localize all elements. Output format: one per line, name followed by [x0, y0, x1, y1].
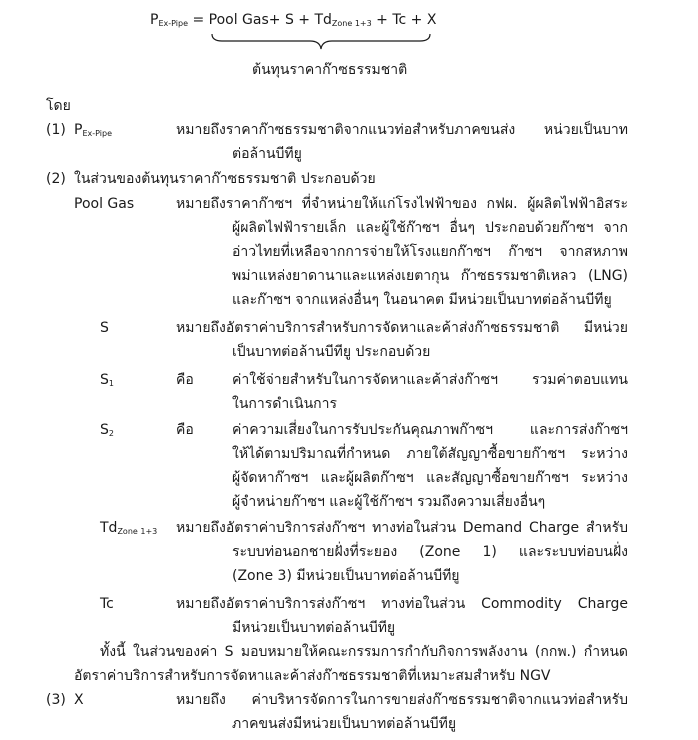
tc-term: Tc — [100, 596, 114, 612]
brace-label: ต้นทุนราคาก๊าซธรรมชาติ — [252, 62, 408, 78]
item-3-term: X — [74, 692, 84, 708]
td-line-2: ระบบท่อนอกชายฝั่งที่ระยอง (Zone 1) และระบบท่อบนฝั่ง — [232, 544, 628, 560]
pool-gas-line-3: อ่าวไทยที่เหลือจากการจ่ายให้โรงแยกก๊าซฯ ก๊าซฯ จากสหภาพ — [232, 244, 628, 260]
s1-term: $S_1$ — [100, 372, 114, 388]
pool-gas-term: Pool Gas — [74, 196, 135, 212]
formula-equals: = — [188, 12, 209, 28]
formula-lhs-subscript: Ex-Pipe — [158, 19, 188, 28]
item-1-number: (1) — [46, 122, 66, 138]
td-line-1: หมายถึงอัตราค่าบริการส่งก๊าซฯ ทางท่อในส่วน Demand Charge สำหรับ — [176, 520, 628, 536]
formula-rhs-part1: Pool Gas+ S + Td — [208, 12, 332, 28]
item-1-line-1: หมายถึงราคาก๊าซธรรมชาติจากแนวท่อสำหรับภาคขนส่ง หน่วยเป็นบาท — [176, 122, 628, 138]
s1-line-1: ค่าใช้จ่ายสำหรับในการจัดหาและค้าส่งก๊าซฯ รวมค่าตอบแทน — [232, 372, 628, 388]
s2-term: $S_2$ — [100, 422, 114, 438]
price-formula — [150, 10, 436, 34]
brace-icon — [210, 32, 432, 52]
s1-kue: คือ — [176, 372, 194, 388]
pool-gas-line-1: หมายถึงราคาก๊าซฯ ที่จำหน่ายให้แก่โรงไฟฟ้าของ กฟผ. ผู้ผลิตไฟฟ้าอิสระ — [176, 196, 628, 212]
s-line-1: หมายถึงอัตราค่าบริการสำหรับการจัดหาและค้าส่งก๊าซธรรมชาติ มีหน่วย — [176, 320, 628, 336]
s2-line-3: ผู้จัดหาก๊าซฯ และผู้ผลิตก๊าซฯ และสัญญาซื้อขายก๊าซฯ ระหว่าง — [232, 470, 628, 486]
td-term: $Td_{Zone 1+3}$ — [100, 520, 158, 536]
item-1-term: $P_{Ex-Pipe}$ — [74, 122, 112, 138]
s-line-2: เป็นบาทต่อล้านบีทียู ประกอบด้วย — [232, 344, 431, 360]
s2-line-2: ให้ได้ตามปริมาณที่กำหนด ภายใต้สัญญาซื้อขายก๊าซฯ ระหว่าง — [232, 446, 628, 462]
note-line-2: อัตราค่าบริการสำหรับการจัดหาและค้าส่งก๊าซธรรมชาติที่เหมาะสมสำหรับ NGV — [74, 668, 551, 684]
item-2-number: (2) — [46, 171, 66, 187]
item-1-line-2: ต่อล้านบีทียู — [232, 146, 302, 162]
pool-gas-line-5: และก๊าซฯ จากแหล่งอื่นๆ ในอนาคต มีหน่วยเป็นบาทต่อล้านบีทียู — [232, 292, 612, 308]
formula-td-subscript: Zone 1+3 — [331, 19, 372, 28]
formula-rhs-part2: + Tc + X — [371, 12, 437, 28]
item-3-line-1: หมายถึง ค่าบริหารจัดการในการขายส่งก๊าซธรรมชาติจากแนวท่อสำหรับ — [176, 692, 628, 708]
tc-line-1: หมายถึงอัตราค่าบริการส่งก๊าซฯ ทางท่อในส่วน Commodity Charge — [176, 596, 628, 612]
s1-line-2: ในการดำเนินการ — [232, 396, 337, 412]
s2-kue: คือ — [176, 422, 194, 438]
s-term: S — [100, 320, 109, 336]
pool-gas-line-4: พม่าแหล่งยาดานาและแหล่งเยตากุน ก๊าซธรรมชาติเหลว (LNG) — [232, 268, 628, 284]
formula-lhs: P — [150, 12, 159, 28]
item-3-number: (3) — [46, 692, 66, 708]
s2-line-4: ผู้จำหน่ายก๊าซฯ และผู้ใช้ก๊าซฯ รวมถึงความเสี่ยงอื่นๆ — [232, 494, 546, 510]
pool-gas-line-2: ผู้ผลิตไฟฟ้ารายเล็ก และผู้ใช้ก๊าซฯ อื่นๆ ประกอบด้วยก๊าซฯ จาก — [232, 220, 628, 236]
note-line-1: ทั้งนี้ ในส่วนของค่า S มอบหมายให้คณะกรรมการกำกับกิจการพลังงาน (กกพ.) กำหนด — [100, 644, 628, 660]
intro-word: โดย — [46, 98, 71, 114]
item-3-line-2: ภาคขนส่งมีหน่วยเป็นบาทต่อล้านบีทียู — [232, 716, 457, 732]
s2-line-1: ค่าความเสี่ยงในการรับประกันคุณภาพก๊าซฯ และการส่งก๊าซฯ — [232, 422, 628, 438]
item-2-heading: ในส่วนของต้นทุนราคาก๊าซธรรมชาติ ประกอบด้วย — [74, 171, 376, 187]
tc-line-2: มีหน่วยเป็นบาทต่อล้านบีทียู — [232, 620, 396, 636]
td-line-3: (Zone 3) มีหน่วยเป็นบาทต่อล้านบีทียู — [232, 568, 460, 584]
